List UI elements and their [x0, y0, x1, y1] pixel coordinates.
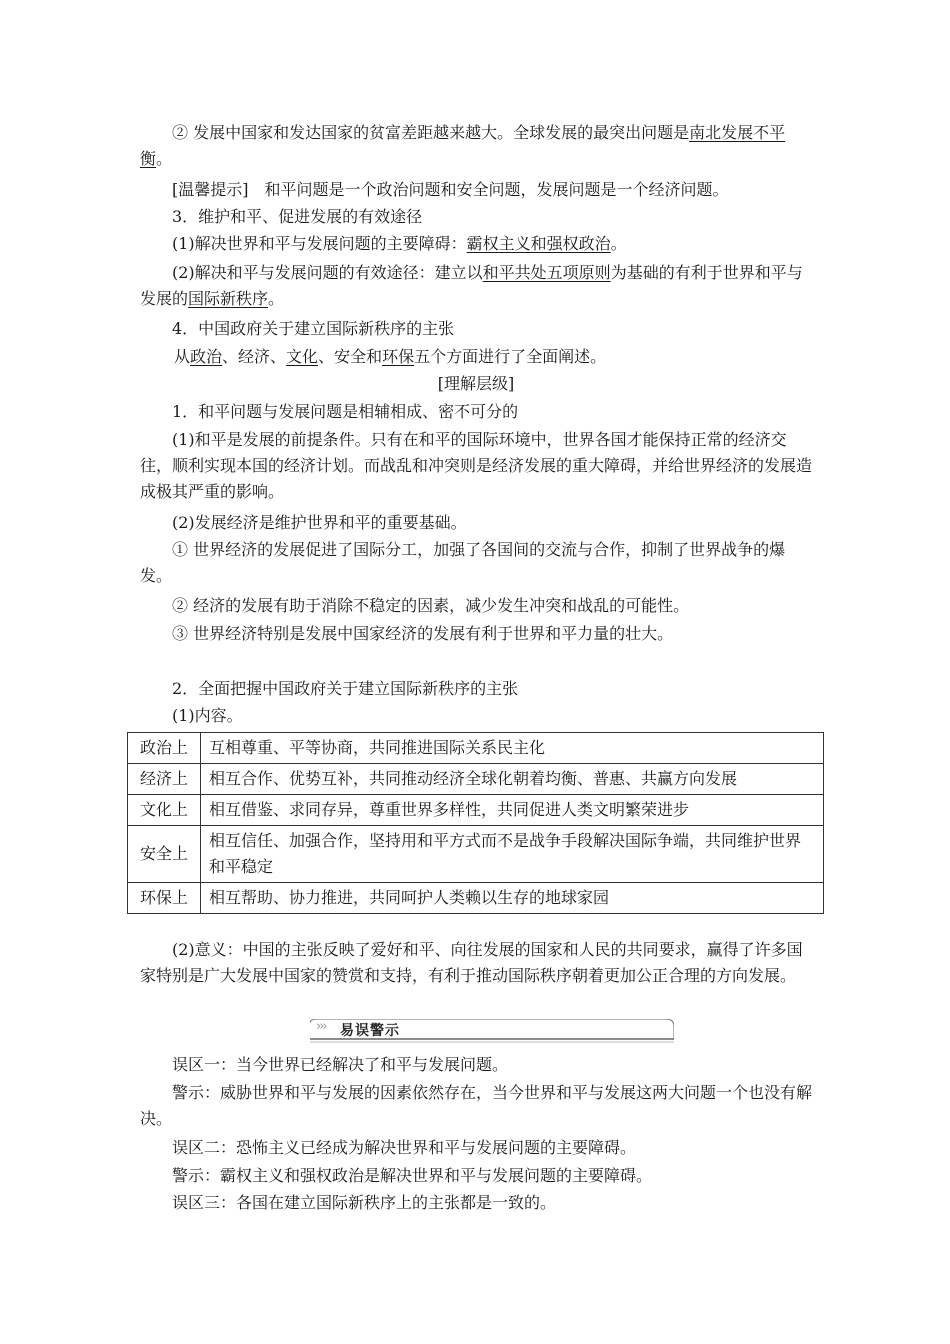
underlined-key-term: 和平共处五项原则	[482, 263, 611, 282]
table-value: 相互信任、加强合作，坚持用和平方式而不是战争手段解决国际争端，共同维护世界和平稳定	[201, 826, 824, 883]
paragraph-point-3: ③ 世界经济特别是发展中国家经济的发展有利于世界和平力量的壮大。	[172, 624, 674, 643]
table-key: 经济上	[128, 764, 201, 795]
underlined-key-term: 国际新秩序	[188, 289, 269, 308]
section-label: [理解层级]	[437, 374, 515, 393]
underlined-key-term: 文化	[286, 347, 319, 366]
table-value: 相互借鉴、求同存异，尊重世界多样性，共同促进人类文明繁荣进步	[201, 795, 824, 826]
underlined-key-term: 政治	[190, 347, 223, 366]
table-row	[128, 883, 824, 914]
warning-2: 警示：霸权主义和强权政治是解决世界和平与发展问题的主要障碍。	[172, 1166, 653, 1185]
warning-1: 警示：威胁世界和平与发展的因素依然存在，当今世界和平与发展这两大问题一个也没有解决。	[140, 1083, 813, 1128]
misconception-1: 误区一：当今世界已经解决了和平与发展问题。	[172, 1055, 509, 1074]
table-value: 互相尊重、平等协商，共同推进国际关系民主化	[201, 733, 824, 764]
table-key: 环保上	[128, 883, 201, 914]
table-row	[128, 733, 824, 764]
content-label: (1)内容。	[172, 706, 243, 725]
heading-4: 4．中国政府关于建立国际新秩序的主张	[172, 319, 455, 338]
misconception-2: 误区二：恐怖主义已经成为解决世界和平与发展问题的主要障碍。	[172, 1138, 637, 1157]
tip-paragraph: [温馨提示] 和平问题是一个政治问题和安全问题，发展问题是一个经济问题。	[172, 180, 729, 199]
table-key: 安全上	[128, 826, 201, 883]
paragraph-aspects: 从政治、经济、文化、安全和环保五个方面进行了全面阐述。	[174, 347, 607, 366]
paragraph-point-1: ① 世界经济的发展促进了国际分工，加强了各国间的交流与合作，抑制了世界战争的爆发。	[140, 540, 786, 585]
understanding-2: 2．全面把握中国政府关于建立国际新秩序的主张	[172, 679, 519, 698]
paragraph-point-2: ② 经济的发展有助于消除不稳定的因素，减少发生冲突和战乱的可能性。	[172, 596, 690, 615]
underlined-key-term: 南北发展不平衡	[140, 123, 786, 168]
paragraph-significance: (2)意义：中国的主张反映了爱好和平、向往发展的国家和人民的共同要求，赢得了许多国家特别是广大发展中国家的赞赏和支持，有利于推动国际秩序朝着更加公正合理的方向发展。	[140, 940, 803, 985]
understanding-1: 1．和平问题与发展问题是相辅相成、密不可分的	[172, 402, 519, 421]
table-row	[128, 826, 824, 883]
paragraph-obstacle: (1)解决世界和平与发展问题的主要障碍：霸权主义和强权政治。	[172, 234, 627, 253]
underlined-key-term: 霸权主义和强权政治	[466, 234, 611, 253]
underlined-key-term: 环保	[382, 347, 415, 366]
chevron-icon: ›››	[316, 1019, 326, 1034]
table-row	[128, 795, 824, 826]
banner-title: 易误警示	[340, 1023, 400, 1039]
heading-3: 3．维护和平、促进发展的有效途径	[172, 207, 423, 226]
paragraph-economy-basis: (2)发展经济是维护世界和平的重要基础。	[172, 513, 467, 532]
table-key: 文化上	[128, 795, 201, 826]
paragraph-path: (2)解决和平与发展问题的有效途径：建立以和平共处五项原则为基础的有利于世界和平与发展的国际新秩序。	[140, 263, 803, 308]
table-value: 相互帮助、协力推进，共同呵护人类赖以生存的地球家园	[201, 883, 824, 914]
table-key: 政治上	[128, 733, 201, 764]
table-value: 相互合作、优势互补，共同推动经济全球化朝着均衡、普惠、共赢方向发展	[201, 764, 824, 795]
paragraph-peace-premise: (1)和平是发展的前提条件。只有在和平的国际环境中，世界各国才能保持正常的经济交往，顺利实现本国的经济计划。而战乱和冲突则是经济发展的重大障碍，并给世界经济的发展造成极其严重的影响。	[140, 430, 813, 501]
paragraph-gap: ② 发展中国家和发达国家的贫富差距越来越大。全球发展的最突出问题是南北发展不平衡。	[140, 123, 786, 168]
table-row	[128, 764, 824, 795]
claims-table	[127, 732, 824, 914]
misconception-3: 误区三：各国在建立国际新秩序上的主张都是一致的。	[172, 1193, 557, 1212]
